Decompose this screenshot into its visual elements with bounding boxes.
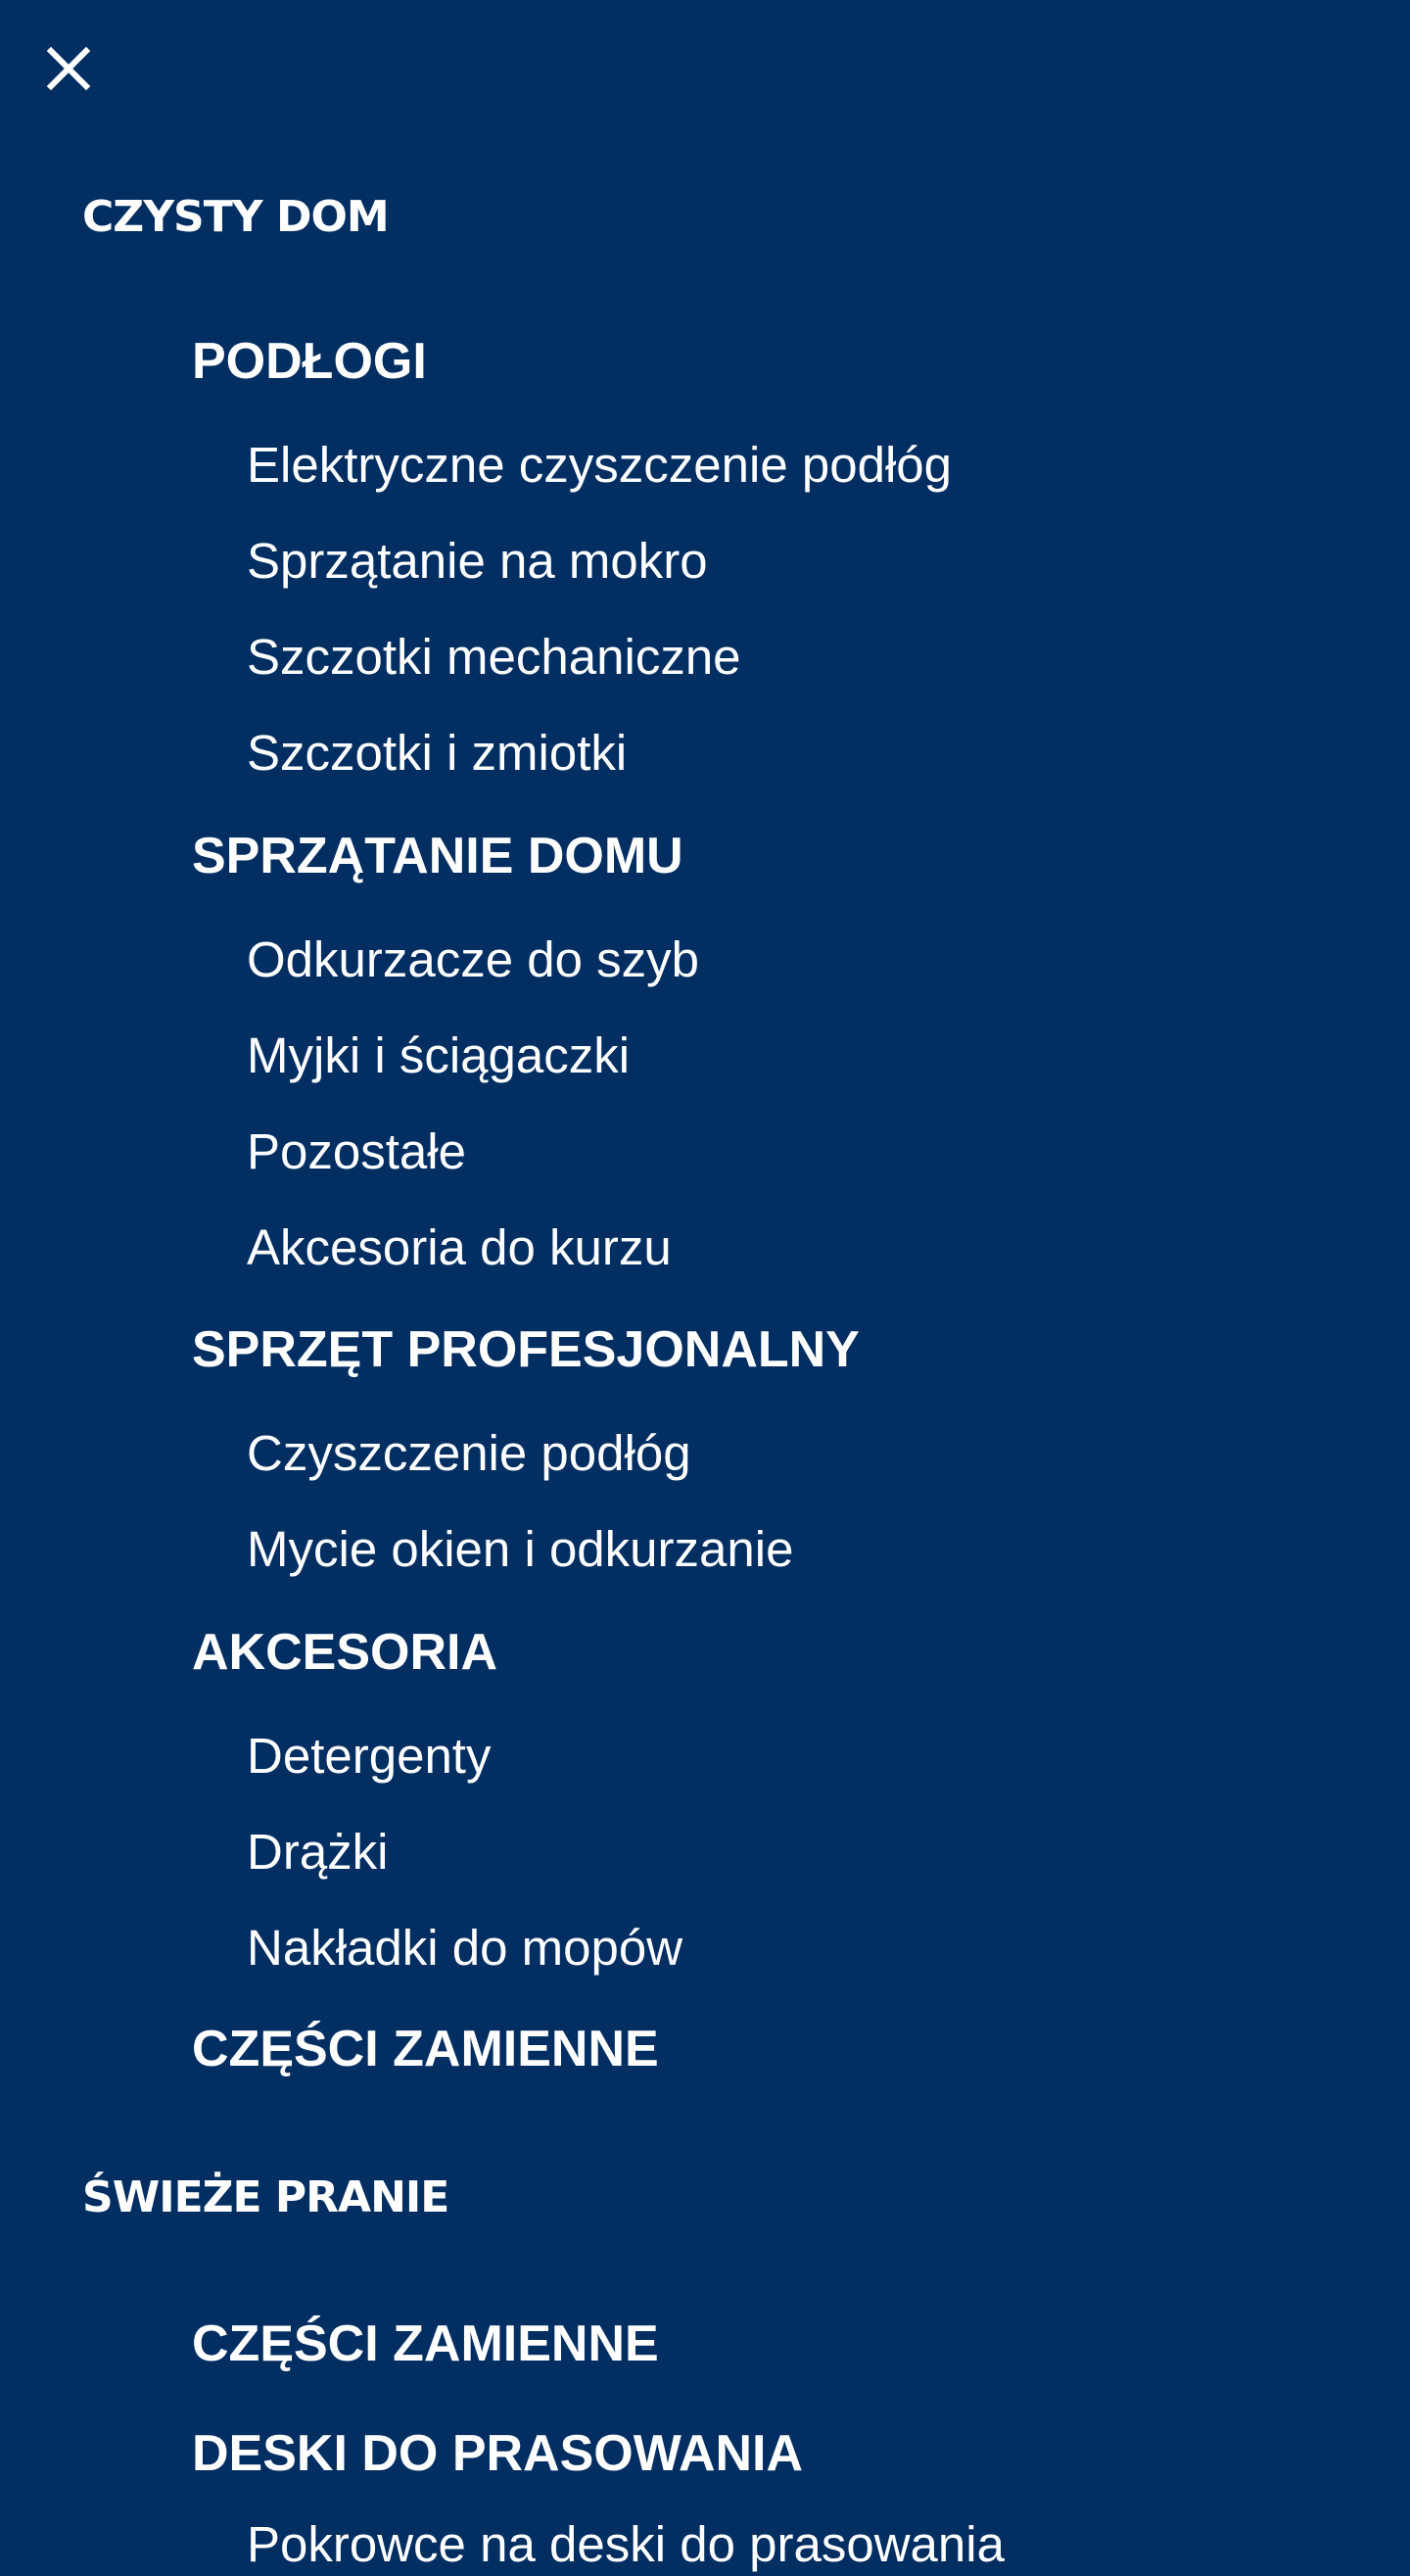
- category-podlogi[interactable]: PODŁOGI: [192, 333, 427, 390]
- menu-item[interactable]: Elektryczne czyszczenie podłóg: [247, 437, 953, 493]
- category-akcesoria[interactable]: AKCESORIA: [192, 1624, 498, 1681]
- category-czesci-zamienne[interactable]: CZĘŚCI ZAMIENNE: [192, 2021, 659, 2077]
- section-title-swieze-pranie[interactable]: ŚWIEŻE PRANIE: [82, 2172, 449, 2222]
- menu-item[interactable]: Detergenty: [247, 1728, 492, 1784]
- category-sprzatanie-domu[interactable]: SPRZĄTANIE DOMU: [192, 828, 683, 884]
- menu-item[interactable]: Akcesoria do kurzu: [247, 1219, 672, 1275]
- menu-item[interactable]: Pokrowce na deski do prasowania: [247, 2516, 1005, 2572]
- menu-item[interactable]: Drążki: [247, 1824, 389, 1880]
- menu-item[interactable]: Myjki i ściągaczki: [247, 1027, 631, 1083]
- category-deski-do-prasowania[interactable]: DESKI DO PRASOWANIA: [192, 2425, 804, 2482]
- menu-item[interactable]: Nakładki do mopów: [247, 1920, 683, 1976]
- menu-item[interactable]: Sprzątanie na mokro: [247, 533, 708, 589]
- menu-item[interactable]: Mycie okien i odkurzanie: [247, 1521, 794, 1577]
- menu-item[interactable]: Pozostałe: [247, 1123, 466, 1179]
- menu-item[interactable]: Czyszczenie podłóg: [247, 1425, 691, 1481]
- menu-item[interactable]: Szczotki mechaniczne: [247, 629, 741, 685]
- section-title-czysty-dom[interactable]: CZYSTY DOM: [82, 192, 389, 242]
- category-czesci-zamienne-pranie[interactable]: CZĘŚCI ZAMIENNE: [192, 2315, 659, 2372]
- menu-item[interactable]: Szczotki i zmiotki: [247, 725, 628, 781]
- category-sprzet-profesjonalny[interactable]: SPRZĘT PROFESJONALNY: [192, 1321, 860, 1378]
- menu-item[interactable]: Odkurzacze do szyb: [247, 931, 700, 987]
